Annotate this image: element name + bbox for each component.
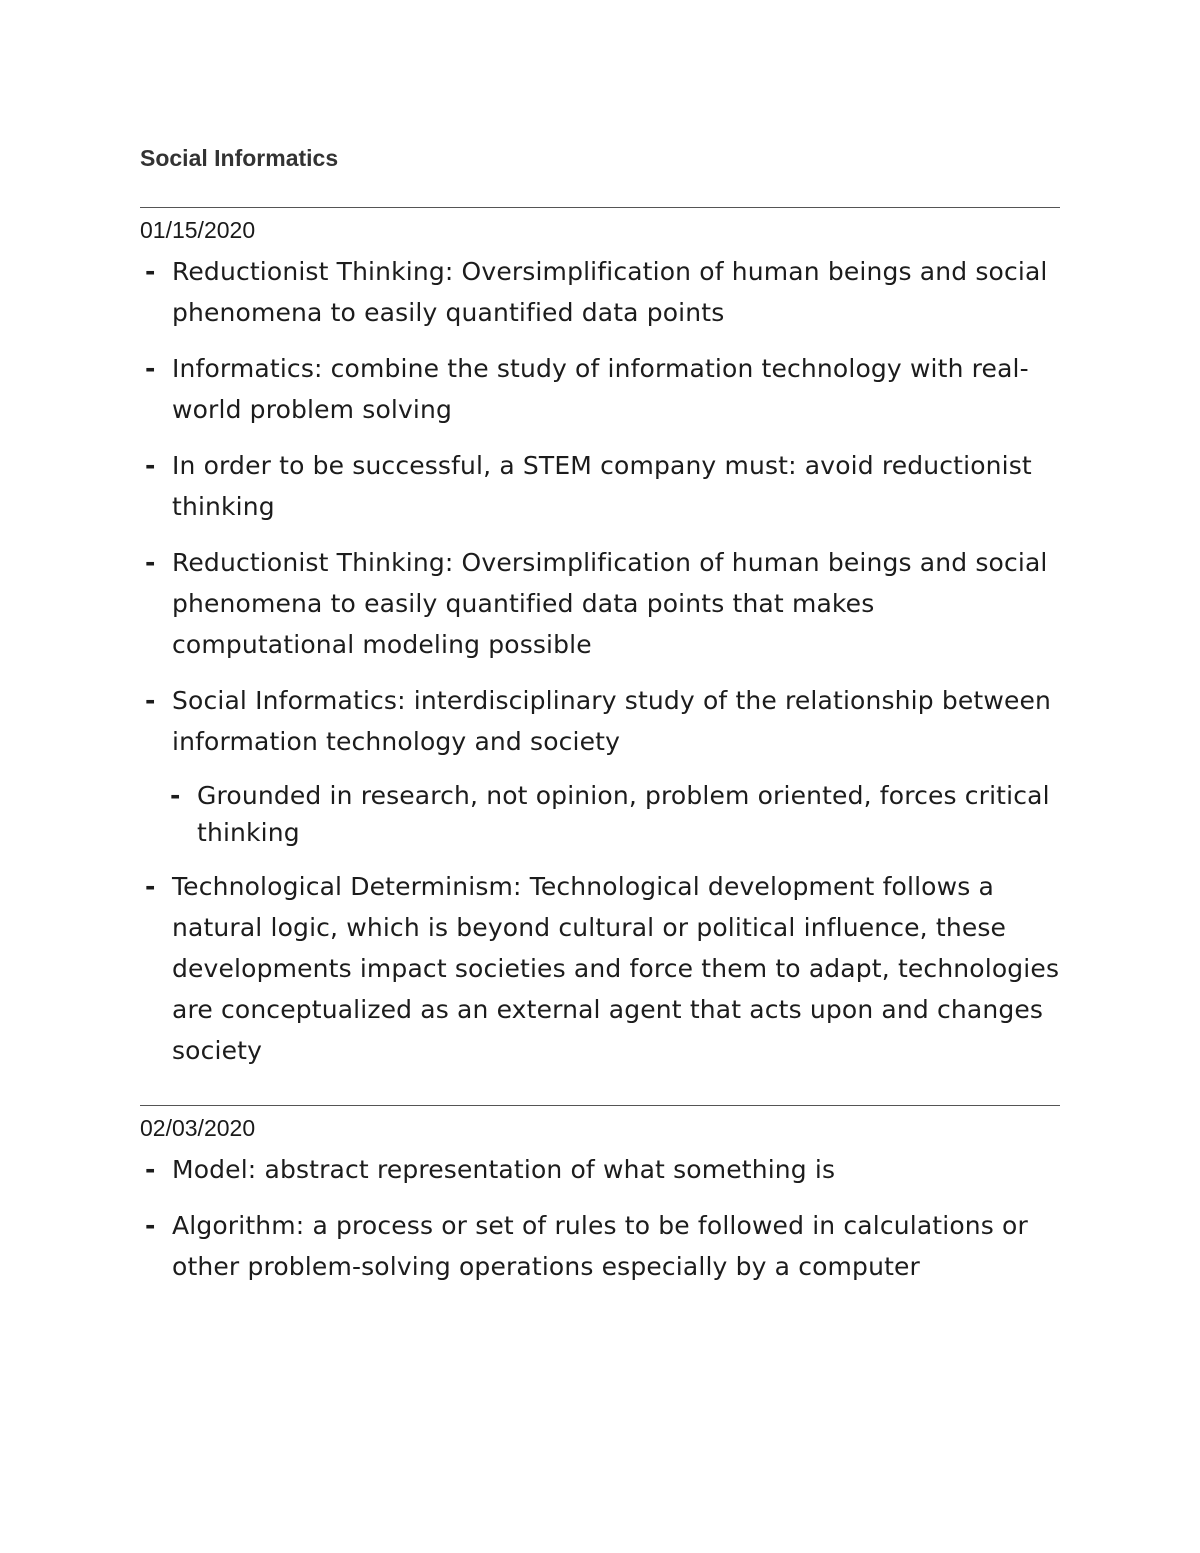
note-text: Social Informatics: interdisciplinary study of the relationship between information technology and society [172, 686, 1052, 756]
bullet-dash: - [145, 686, 156, 715]
note-subitem [140, 777, 1060, 851]
note-item [140, 680, 1060, 762]
note-item [140, 251, 1060, 333]
section-date: 01/15/2020 [140, 217, 256, 243]
notes-list [140, 251, 1060, 1071]
note-text: Technological Determinism: Technological development follows a natural logic, which is beyond cultural or political influence, these developments impact societies and force them to adapt, technologies are conceptualized as an external agent that acts upon and changes society [172, 872, 1060, 1065]
document-title: Social Informatics [140, 145, 339, 171]
bullet-dash: - [145, 257, 156, 286]
notes-section-2020-02-03 [140, 1105, 1060, 1287]
note-text: Algorithm: a process or set of rules to be followed in calculations or other problem-solving operations especially by a computer [172, 1211, 1028, 1281]
note-text: Reductionist Thinking: Oversimplification of human beings and social phenomena to easily quantified data points that makes computational modeling possible [172, 548, 1048, 659]
note-item [140, 1205, 1060, 1287]
note-item [140, 348, 1060, 430]
note-text: Grounded in research, not opinion, problem oriented, forces critical thinking [197, 781, 1050, 847]
note-text: Informatics: combine the study of information technology with real-world problem solving [172, 354, 1029, 424]
section-date: 02/03/2020 [140, 1115, 256, 1141]
notes-section-2020-01-15 [140, 207, 1060, 1071]
note-text: Reductionist Thinking: Oversimplification of human beings and social phenomena to easily quantified data points [172, 257, 1048, 327]
note-item [140, 542, 1060, 665]
note-text: Model: abstract representation of what something is [172, 1155, 836, 1184]
bullet-dash: - [145, 451, 156, 480]
bullet-dash: - [170, 781, 181, 810]
notes-list [140, 1149, 1060, 1287]
note-item [140, 445, 1060, 527]
document-page [140, 143, 1060, 1302]
bullet-dash: - [145, 1211, 156, 1240]
note-item [140, 1149, 1060, 1190]
bullet-dash: - [145, 354, 156, 383]
bullet-dash: - [145, 1155, 156, 1184]
note-text: In order to be successful, a STEM company must: avoid reductionist thinking [172, 451, 1032, 521]
note-item [140, 866, 1060, 1071]
bullet-dash: - [145, 548, 156, 577]
bullet-dash: - [145, 872, 156, 901]
